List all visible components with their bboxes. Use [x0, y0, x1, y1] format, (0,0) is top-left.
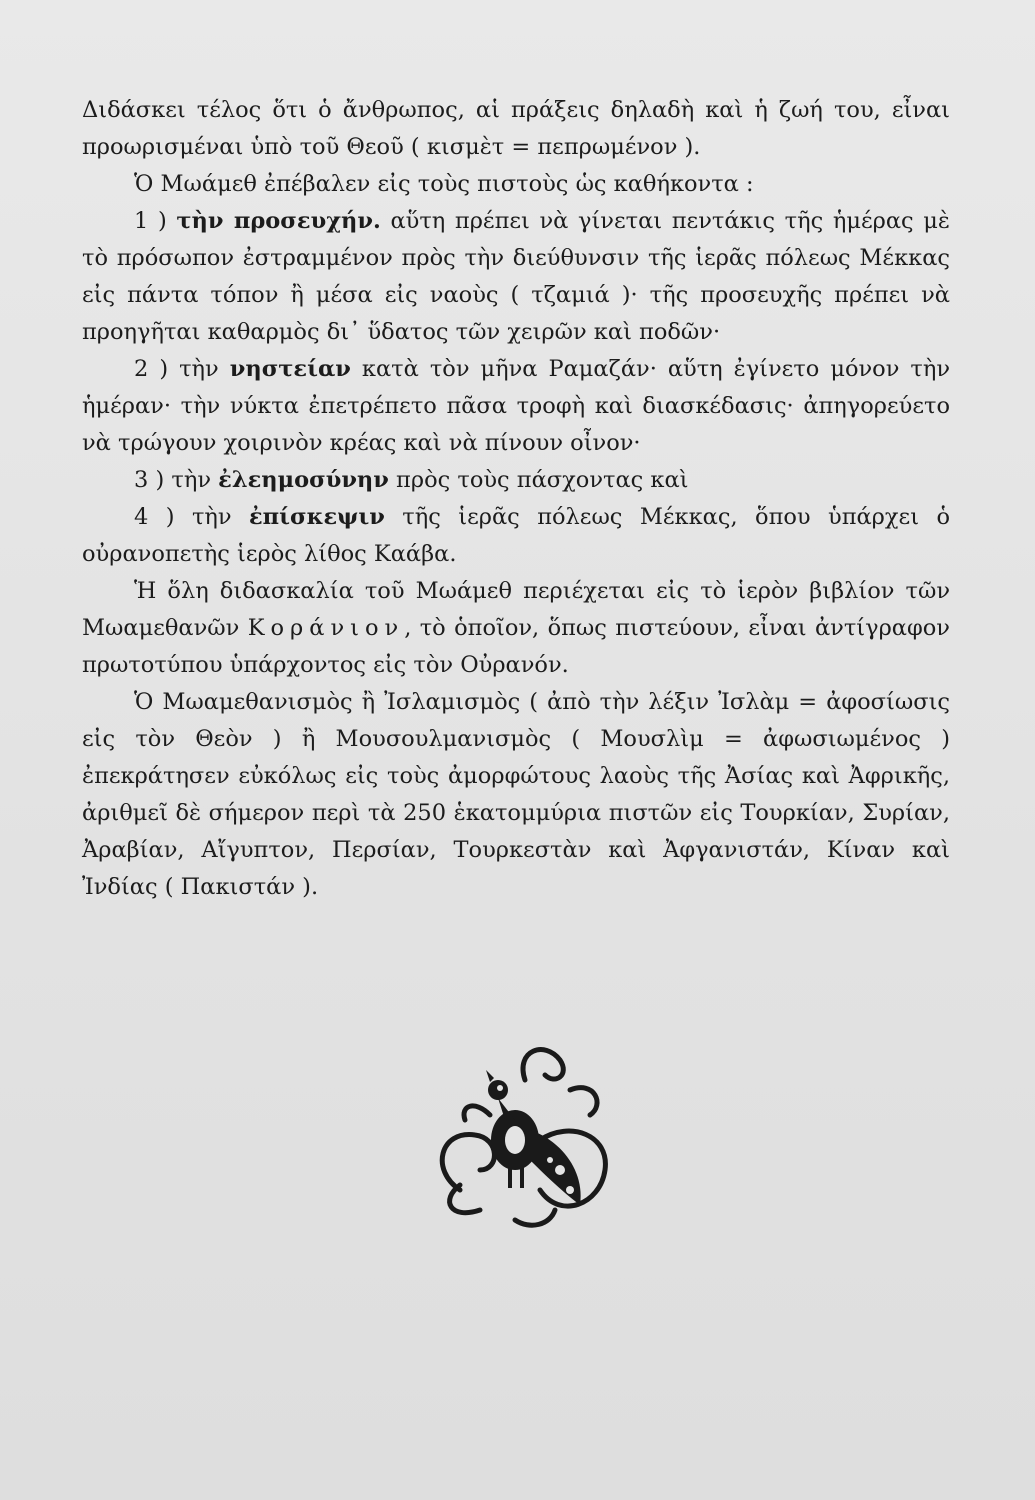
- item-text: αὕτη πρέπει νὰ γίνεται πεντάκις τῆς ἡμέρας μὲ τὸ πρόσωπον ἐστραμμένον πρὸς τὴν διεύθυνσιν τῆς ἱερᾶς πόλεως Μέκκας εἰς πάντα τόπον ἢ μέσα εἰς ναοὺς ( τζαμιά )· τῆς προσευχῆς πρέπει νὰ προηγῆται καθαρμὸς δι᾽ ὕδατος τῶν χειρῶν καὶ ποδῶν·: [82, 208, 950, 345]
- duty-item-prayer: [82, 203, 950, 351]
- item-term: ἐλεημοσύνην: [218, 467, 389, 493]
- item-text: τῆς ἱερᾶς πόλεως Μέκκας, ὅπου ὑπάρχει ὁ οὐρανοπετὴς ἱερὸς λίθος Καάβα.: [82, 504, 950, 567]
- item-term: τὴν προσευχήν.: [176, 208, 381, 234]
- duty-item-fasting: [82, 351, 950, 462]
- koran-text-a: Ἡ ὅλη διδασκαλία τοῦ Μωάμεθ περιέχεται εἰς τὸ ἱερὸν βιβλίον τῶν Μωαμεθανῶν: [82, 578, 950, 641]
- duty-item-almsgiving: [82, 462, 950, 499]
- paragraph-koran: [82, 573, 950, 684]
- item-number: 1 ): [134, 208, 177, 234]
- paragraph-duties: Ὁ Μωάμεθ ἐπέβαλεν εἰς τοὺς πιστοὺς ὡς καθήκοντα :: [134, 171, 754, 197]
- peacock-ornament-icon: [420, 1020, 620, 1240]
- item-term: ἐπίσκεψιν: [249, 504, 385, 530]
- paragraph-islam: Ὁ Μωαμεθανισμὸς ἢ Ἰσλαμισμὸς ( ἀπὸ τὴν λέξιν Ἰσλὰμ = ἀφοσίωσις εἰς τὸν Θεὸν ) ἢ Μουσουλμανισμὸς ( Μουσλὶμ = ἀφωσιωμένος ) ἐπεκράτησεν εὐκόλως εἰς τοὺς ἀμορφώτους λαοὺς τῆς Ἀσίας καὶ Ἀφρικῆς, ἀριθμεῖ δὲ σήμερον περὶ τὰ 250 ἑκατομμύρια πιστῶν εἰς Τουρκίαν, Συρίαν, Ἀραβίαν, Αἴγυπτον, Περσίαν, Τουρκεστὰν καὶ Ἀφγανιστάν, Κίναν καὶ Ἰνδίας ( Πακιστάν ).: [82, 689, 950, 900]
- koran-text-b: , τὸ ὁποῖον, ὅπως πιστεύουν, εἶναι ἀντίγραφον πρωτοτύπου ὑπάρχοντος εἰς τὸν Οὐρανόν.: [82, 615, 950, 678]
- koran-title: Κοράνιον: [247, 615, 405, 641]
- item-number: 2 ) τὴν: [134, 356, 230, 382]
- item-number: 4 ) τὴν: [134, 504, 249, 530]
- main-text: [82, 92, 950, 906]
- duty-item-pilgrimage: [82, 499, 950, 573]
- item-number: 3 ) τὴν: [134, 467, 219, 493]
- paragraph-fate: Διδάσκει τέλος ὅτι ὁ ἄνθρωπος, αἱ πράξεις δηλαδὴ καὶ ἡ ζωή του, εἶναι προωρισμέναι ὑπὸ τοῦ Θεοῦ ( κισμὲτ = πεπρωμένον ).: [82, 97, 950, 160]
- item-term: νηστείαν: [229, 356, 351, 382]
- item-text: πρὸς τοὺς πάσχοντας καὶ: [388, 467, 689, 493]
- item-text: κατὰ τὸν μῆνα Ραμαζάν· αὕτη ἐγίνετο μόνον τὴν ἡμέραν· τὴν νύκτα ἐπετρέπετο πᾶσα τροφὴ καὶ διασκέδασις· ἀπηγορεύετο νὰ τρώγουν χοιρινὸν κρέας καὶ νὰ πίνουν οἶνον·: [82, 356, 951, 456]
